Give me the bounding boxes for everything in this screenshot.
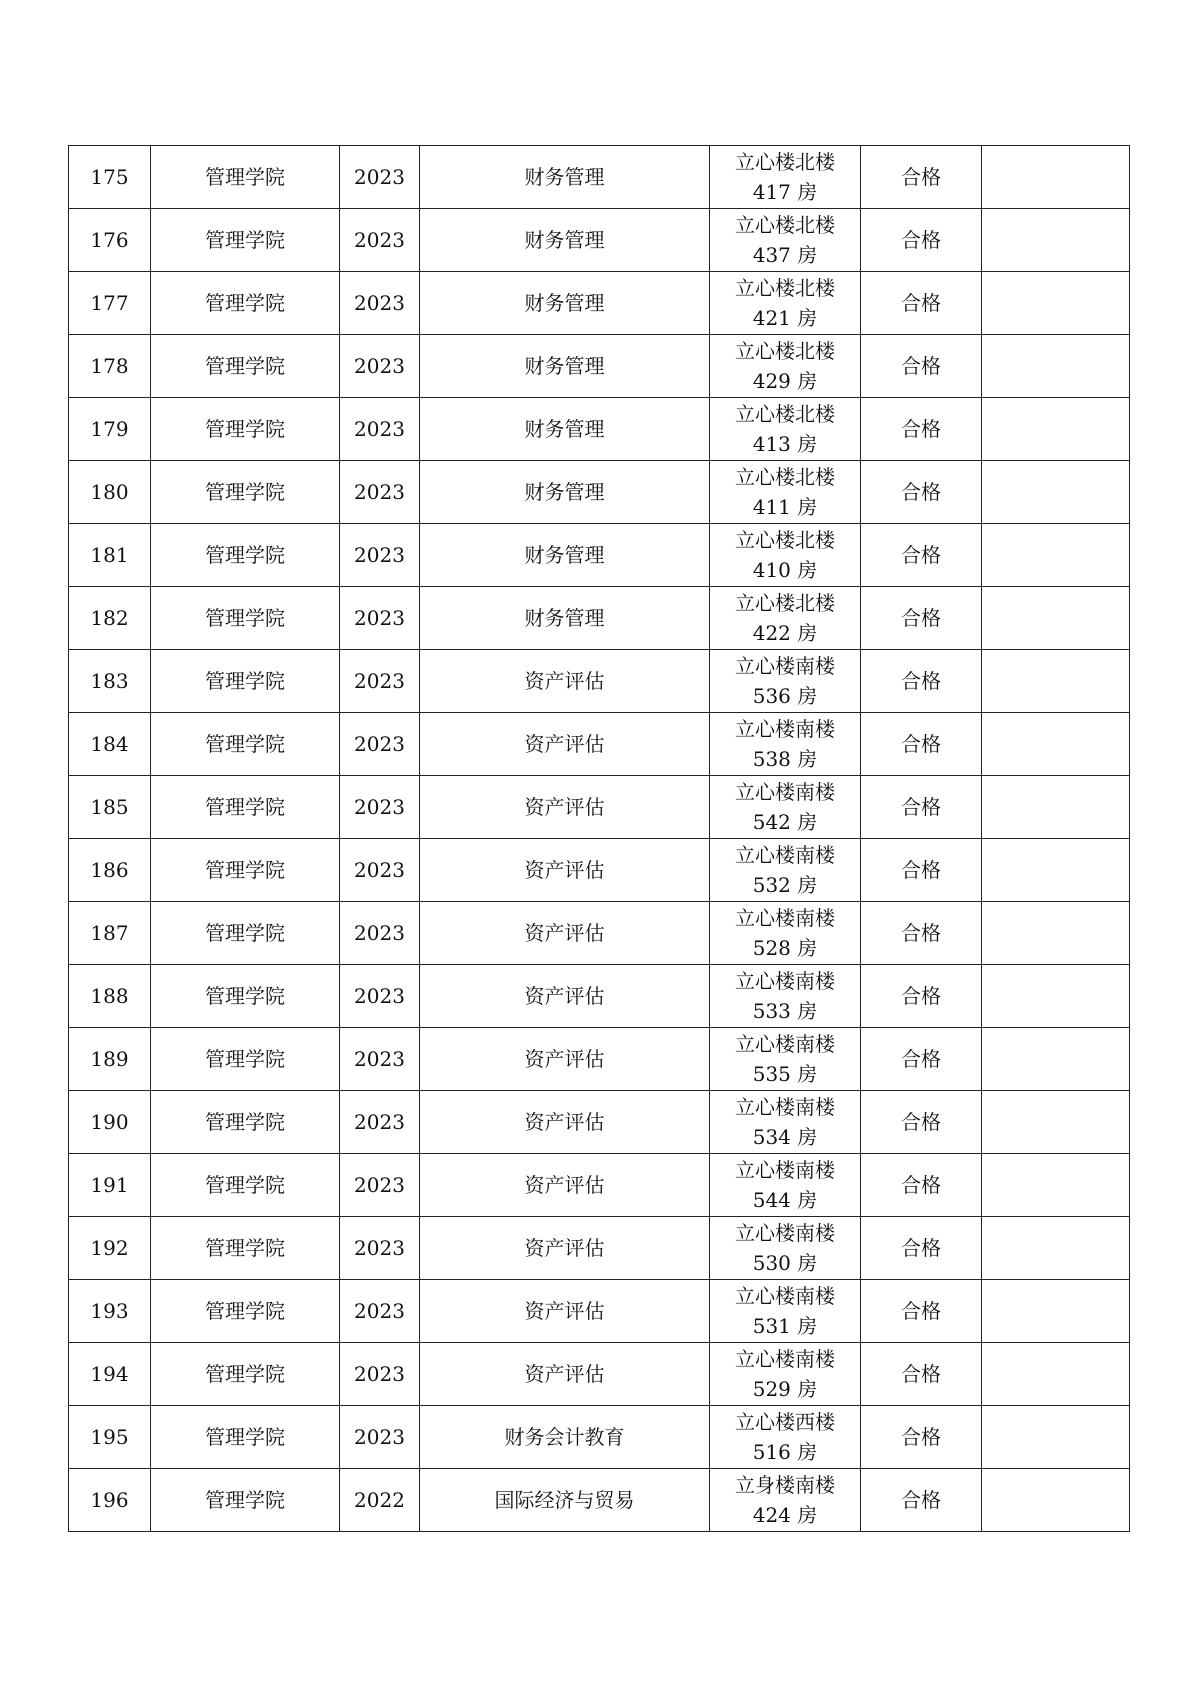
- college-cell: 管理学院: [151, 1343, 340, 1406]
- room-number: 437 房: [752, 243, 818, 267]
- building-name: 立心楼南楼: [735, 1221, 835, 1245]
- room-cell: [710, 335, 861, 398]
- row-number-cell: 182: [69, 587, 151, 650]
- room-number: 542 房: [752, 810, 818, 834]
- table-row: [69, 1028, 1130, 1091]
- building-name: 立心楼北楼: [735, 465, 835, 489]
- note-cell: [982, 146, 1130, 209]
- college-cell: 管理学院: [151, 776, 340, 839]
- table-row: [69, 461, 1130, 524]
- room-cell: [710, 146, 861, 209]
- row-number-cell: 176: [69, 209, 151, 272]
- major-cell: 资产评估: [420, 902, 710, 965]
- result-cell: 合格: [861, 587, 982, 650]
- major-cell: 财务管理: [420, 524, 710, 587]
- row-number-cell: 186: [69, 839, 151, 902]
- building-name: 立心楼南楼: [735, 717, 835, 741]
- note-cell: [982, 1154, 1130, 1217]
- result-cell: 合格: [861, 272, 982, 335]
- room-cell: [710, 1343, 861, 1406]
- major-cell: 财务管理: [420, 587, 710, 650]
- room-number: 528 房: [752, 936, 818, 960]
- table-row: [69, 839, 1130, 902]
- row-number-cell: 177: [69, 272, 151, 335]
- college-cell: 管理学院: [151, 146, 340, 209]
- building-name: 立心楼南楼: [735, 780, 835, 804]
- major-cell: 财务会计教育: [420, 1406, 710, 1469]
- room-number: 422 房: [752, 621, 818, 645]
- table-row: [69, 272, 1130, 335]
- college-cell: 管理学院: [151, 1091, 340, 1154]
- year-cell: 2023: [340, 1280, 420, 1343]
- table-row: [69, 1469, 1130, 1532]
- table-row: [69, 146, 1130, 209]
- major-cell: 资产评估: [420, 1028, 710, 1091]
- building-name: 立心楼北楼: [735, 213, 835, 237]
- result-cell: 合格: [861, 461, 982, 524]
- row-number-cell: 195: [69, 1406, 151, 1469]
- room-cell: [710, 461, 861, 524]
- room-number: 421 房: [752, 306, 818, 330]
- result-cell: 合格: [861, 965, 982, 1028]
- building-name: 立身楼南楼: [735, 1473, 835, 1497]
- year-cell: 2023: [340, 146, 420, 209]
- table-row: [69, 587, 1130, 650]
- college-cell: 管理学院: [151, 1154, 340, 1217]
- college-cell: 管理学院: [151, 1217, 340, 1280]
- major-cell: 资产评估: [420, 965, 710, 1028]
- room-cell: [710, 1091, 861, 1154]
- room-number: 417 房: [752, 180, 818, 204]
- year-cell: 2023: [340, 650, 420, 713]
- room-number: 531 房: [752, 1314, 818, 1338]
- year-cell: 2023: [340, 272, 420, 335]
- note-cell: [982, 902, 1130, 965]
- year-cell: 2023: [340, 524, 420, 587]
- note-cell: [982, 1217, 1130, 1280]
- row-number-cell: 191: [69, 1154, 151, 1217]
- row-number-cell: 192: [69, 1217, 151, 1280]
- major-cell: 财务管理: [420, 461, 710, 524]
- result-cell: 合格: [861, 209, 982, 272]
- year-cell: 2023: [340, 1154, 420, 1217]
- year-cell: 2023: [340, 839, 420, 902]
- result-cell: 合格: [861, 1406, 982, 1469]
- college-cell: 管理学院: [151, 335, 340, 398]
- major-cell: 资产评估: [420, 1091, 710, 1154]
- row-number-cell: 194: [69, 1343, 151, 1406]
- college-cell: 管理学院: [151, 902, 340, 965]
- major-cell: 资产评估: [420, 1217, 710, 1280]
- room-cell: [710, 398, 861, 461]
- room-cell: [710, 650, 861, 713]
- room-number: 538 房: [752, 747, 818, 771]
- table-row: [69, 902, 1130, 965]
- building-name: 立心楼南楼: [735, 906, 835, 930]
- year-cell: 2023: [340, 713, 420, 776]
- room-number: 410 房: [752, 558, 818, 582]
- result-cell: 合格: [861, 650, 982, 713]
- result-cell: 合格: [861, 398, 982, 461]
- row-number-cell: 179: [69, 398, 151, 461]
- room-cell: [710, 1154, 861, 1217]
- room-number: 429 房: [752, 369, 818, 393]
- row-number-cell: 183: [69, 650, 151, 713]
- result-cell: 合格: [861, 524, 982, 587]
- note-cell: [982, 335, 1130, 398]
- room-number: 530 房: [752, 1251, 818, 1275]
- year-cell: 2023: [340, 398, 420, 461]
- room-cell: [710, 1280, 861, 1343]
- building-name: 立心楼南楼: [735, 1284, 835, 1308]
- building-name: 立心楼南楼: [735, 1158, 835, 1182]
- college-cell: 管理学院: [151, 524, 340, 587]
- note-cell: [982, 1028, 1130, 1091]
- result-cell: 合格: [861, 839, 982, 902]
- table-row: [69, 1154, 1130, 1217]
- row-number-cell: 178: [69, 335, 151, 398]
- table-row: [69, 713, 1130, 776]
- college-cell: 管理学院: [151, 272, 340, 335]
- year-cell: 2022: [340, 1469, 420, 1532]
- room-cell: [710, 272, 861, 335]
- table-body: [69, 146, 1130, 1532]
- row-number-cell: 181: [69, 524, 151, 587]
- year-cell: 2023: [340, 965, 420, 1028]
- major-cell: 财务管理: [420, 209, 710, 272]
- note-cell: [982, 1406, 1130, 1469]
- room-number: 544 房: [752, 1188, 818, 1212]
- room-number: 516 房: [752, 1440, 818, 1464]
- row-number-cell: 190: [69, 1091, 151, 1154]
- room-cell: [710, 1406, 861, 1469]
- row-number-cell: 175: [69, 146, 151, 209]
- note-cell: [982, 587, 1130, 650]
- college-cell: 管理学院: [151, 209, 340, 272]
- result-cell: 合格: [861, 1154, 982, 1217]
- year-cell: 2023: [340, 1343, 420, 1406]
- table-row: [69, 335, 1130, 398]
- year-cell: 2023: [340, 1091, 420, 1154]
- table-row: [69, 1217, 1130, 1280]
- year-cell: 2023: [340, 587, 420, 650]
- building-name: 立心楼南楼: [735, 843, 835, 867]
- note-cell: [982, 1343, 1130, 1406]
- room-cell: [710, 1469, 861, 1532]
- row-number-cell: 193: [69, 1280, 151, 1343]
- room-cell: [710, 902, 861, 965]
- note-cell: [982, 272, 1130, 335]
- table-row: [69, 776, 1130, 839]
- major-cell: 资产评估: [420, 650, 710, 713]
- note-cell: [982, 398, 1130, 461]
- year-cell: 2023: [340, 1406, 420, 1469]
- college-cell: 管理学院: [151, 839, 340, 902]
- table-row: [69, 965, 1130, 1028]
- room-number: 411 房: [752, 495, 818, 519]
- building-name: 立心楼北楼: [735, 402, 835, 426]
- result-cell: 合格: [861, 146, 982, 209]
- note-cell: [982, 1469, 1130, 1532]
- major-cell: 财务管理: [420, 398, 710, 461]
- row-number-cell: 184: [69, 713, 151, 776]
- room-number: 532 房: [752, 873, 818, 897]
- room-number: 413 房: [752, 432, 818, 456]
- building-name: 立心楼南楼: [735, 1347, 835, 1371]
- result-cell: 合格: [861, 1028, 982, 1091]
- room-number: 535 房: [752, 1062, 818, 1086]
- college-cell: 管理学院: [151, 1280, 340, 1343]
- row-number-cell: 185: [69, 776, 151, 839]
- major-cell: 财务管理: [420, 335, 710, 398]
- table-row: [69, 1280, 1130, 1343]
- building-name: 立心楼南楼: [735, 969, 835, 993]
- note-cell: [982, 1091, 1130, 1154]
- college-cell: 管理学院: [151, 461, 340, 524]
- result-cell: 合格: [861, 713, 982, 776]
- room-cell: [710, 1217, 861, 1280]
- major-cell: 财务管理: [420, 272, 710, 335]
- building-name: 立心楼北楼: [735, 528, 835, 552]
- note-cell: [982, 524, 1130, 587]
- note-cell: [982, 209, 1130, 272]
- college-cell: 管理学院: [151, 398, 340, 461]
- row-number-cell: 187: [69, 902, 151, 965]
- year-cell: 2023: [340, 776, 420, 839]
- college-cell: 管理学院: [151, 587, 340, 650]
- college-cell: 管理学院: [151, 713, 340, 776]
- result-cell: 合格: [861, 1217, 982, 1280]
- major-cell: 财务管理: [420, 146, 710, 209]
- result-cell: 合格: [861, 1469, 982, 1532]
- room-cell: [710, 524, 861, 587]
- row-number-cell: 196: [69, 1469, 151, 1532]
- room-number: 533 房: [752, 999, 818, 1023]
- major-cell: 资产评估: [420, 776, 710, 839]
- year-cell: 2023: [340, 1217, 420, 1280]
- result-cell: 合格: [861, 335, 982, 398]
- row-number-cell: 189: [69, 1028, 151, 1091]
- college-cell: 管理学院: [151, 1028, 340, 1091]
- note-cell: [982, 965, 1130, 1028]
- building-name: 立心楼南楼: [735, 654, 835, 678]
- room-cell: [710, 713, 861, 776]
- row-number-cell: 180: [69, 461, 151, 524]
- year-cell: 2023: [340, 1028, 420, 1091]
- note-cell: [982, 1280, 1130, 1343]
- room-number: 529 房: [752, 1377, 818, 1401]
- result-cell: 合格: [861, 1280, 982, 1343]
- major-cell: 资产评估: [420, 839, 710, 902]
- major-cell: 国际经济与贸易: [420, 1469, 710, 1532]
- building-name: 立心楼北楼: [735, 276, 835, 300]
- major-cell: 资产评估: [420, 1154, 710, 1217]
- row-number-cell: 188: [69, 965, 151, 1028]
- major-cell: 资产评估: [420, 1343, 710, 1406]
- note-cell: [982, 776, 1130, 839]
- table-row: [69, 524, 1130, 587]
- room-cell: [710, 1028, 861, 1091]
- table-row: [69, 209, 1130, 272]
- building-name: 立心楼北楼: [735, 150, 835, 174]
- college-cell: 管理学院: [151, 965, 340, 1028]
- building-name: 立心楼北楼: [735, 339, 835, 363]
- room-cell: [710, 965, 861, 1028]
- year-cell: 2023: [340, 335, 420, 398]
- college-cell: 管理学院: [151, 1469, 340, 1532]
- room-number: 534 房: [752, 1125, 818, 1149]
- room-number: 536 房: [752, 684, 818, 708]
- year-cell: 2023: [340, 902, 420, 965]
- table-row: [69, 1091, 1130, 1154]
- building-name: 立心楼西楼: [735, 1410, 835, 1434]
- table-row: [69, 1343, 1130, 1406]
- major-cell: 资产评估: [420, 713, 710, 776]
- note-cell: [982, 461, 1130, 524]
- table-row: [69, 398, 1130, 461]
- result-cell: 合格: [861, 902, 982, 965]
- room-number: 424 房: [752, 1503, 818, 1527]
- table-row: [69, 1406, 1130, 1469]
- building-name: 立心楼北楼: [735, 591, 835, 615]
- room-cell: [710, 209, 861, 272]
- year-cell: 2023: [340, 209, 420, 272]
- year-cell: 2023: [340, 461, 420, 524]
- college-cell: 管理学院: [151, 1406, 340, 1469]
- building-name: 立心楼南楼: [735, 1032, 835, 1056]
- major-cell: 资产评估: [420, 1280, 710, 1343]
- dormitory-inspection-table: [68, 145, 1130, 1532]
- building-name: 立心楼南楼: [735, 1095, 835, 1119]
- result-cell: 合格: [861, 1091, 982, 1154]
- note-cell: [982, 650, 1130, 713]
- table-row: [69, 650, 1130, 713]
- note-cell: [982, 839, 1130, 902]
- result-cell: 合格: [861, 776, 982, 839]
- result-cell: 合格: [861, 1343, 982, 1406]
- room-cell: [710, 587, 861, 650]
- room-cell: [710, 839, 861, 902]
- room-cell: [710, 776, 861, 839]
- college-cell: 管理学院: [151, 650, 340, 713]
- note-cell: [982, 713, 1130, 776]
